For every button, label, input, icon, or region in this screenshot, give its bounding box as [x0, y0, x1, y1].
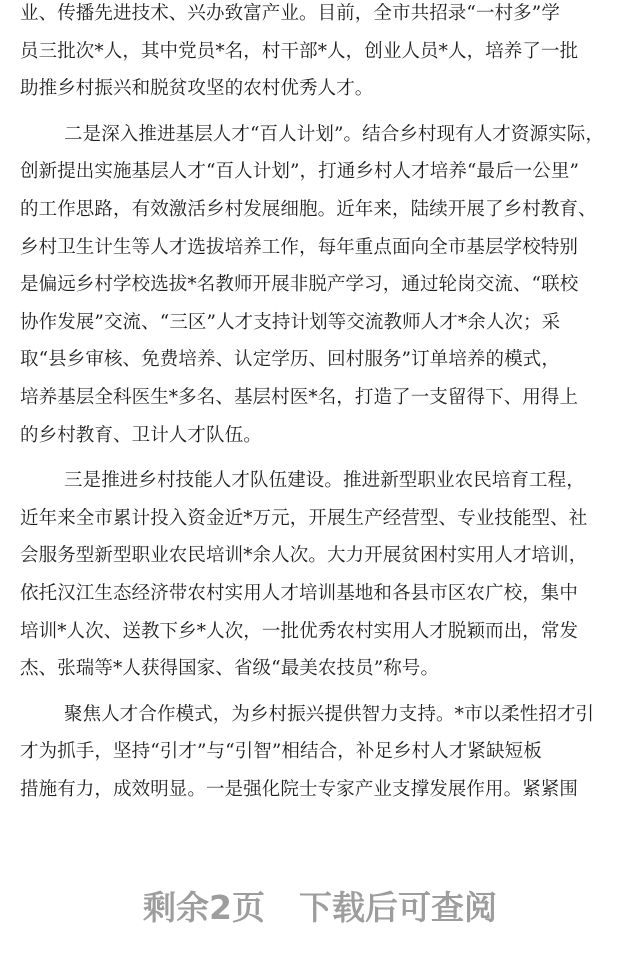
text-line: 三是推进乡村技能人才队伍建设。推进新型职业农民培育工程， [64, 470, 585, 492]
download-prompt[interactable] [0, 882, 640, 929]
text-line: 业、传播先进技术、兴办致富产业。目前，全市共招录“一村多”学 [20, 3, 560, 24]
paragraph-2 [20, 116, 625, 454]
text-line: 协作发展”交流、“三区”人才支持计划等交流教师人才*余人次；采 [20, 311, 561, 333]
text-line: 助推乡村振兴和脱贫攻坚的农村优秀人才。 [20, 78, 374, 100]
text-line: 培养基层全科医生*多名、基层村医*名，打造了一支留得下、用得上 [20, 386, 579, 408]
text-line: 是偏远乡村学校选拔*名教师开展非脱产学习，通过轮岗交流、“联校 [20, 274, 579, 296]
text-line: 聚焦人才合作模式，为乡村振兴提供智力支持。*市以柔性招才引 [64, 703, 595, 725]
text-line: 取“县乡审核、免费培养、认定学历、回村服务”订单培养的模式， [20, 349, 560, 371]
text-line: 创新提出实施基层人才“百人计划”，打通乡村人才培养“最后一公里” [20, 161, 580, 183]
download-hint-label[interactable]: 下载后可查阅 [298, 888, 497, 927]
text-line: 的工作思路，有效激活乡村发展细胞。近年来，陆续开展了乡村教育、 [20, 198, 597, 220]
document-body [20, 0, 625, 816]
paragraph-4 [20, 696, 625, 809]
text-line: 依托汉江生态经济带农村实用人才培训基地和各县市区农广校，集中 [20, 582, 579, 604]
text-line: 培训*人次、送教下乡*人次，一批优秀农村实用人才脱颖而出，常发 [20, 620, 579, 642]
text-line: 近年来全市累计投入资金近*万元，开展生产经营型、专业技能型、社 [20, 507, 588, 529]
text-line: 的乡村教育、卫计人才队伍。 [20, 424, 262, 446]
text-line: 才为抓手，坚持“引才”与“引智”相结合，补足乡村人才紧缺短板 [20, 741, 542, 763]
paragraph-1 [20, 0, 625, 108]
text-line: 二是深入推进基层人才“百人计划”。结合乡村现有人才资源实际， [64, 123, 604, 145]
remaining-pages-label: 剩余2页 [143, 888, 265, 927]
text-line: 措施有力，成效明显。一是强化院士专家产业支撑发展作用。紧紧围 [20, 778, 579, 800]
text-line: 杰、张瑞等*人获得国家、省级“最美农技员”称号。 [20, 658, 440, 680]
paragraph-3 [20, 462, 625, 688]
text-line: 乡村卫生计生等人才选拔培养工作，每年重点面向全市基层学校特别 [20, 236, 579, 258]
text-line: 会服务型新型职业农民培训*余人次。大力开展贫困村实用人才培训， [20, 545, 588, 567]
text-line: 员三批次*人，其中党员*名，村干部*人，创业人员*人，培养了一批 [20, 40, 579, 62]
